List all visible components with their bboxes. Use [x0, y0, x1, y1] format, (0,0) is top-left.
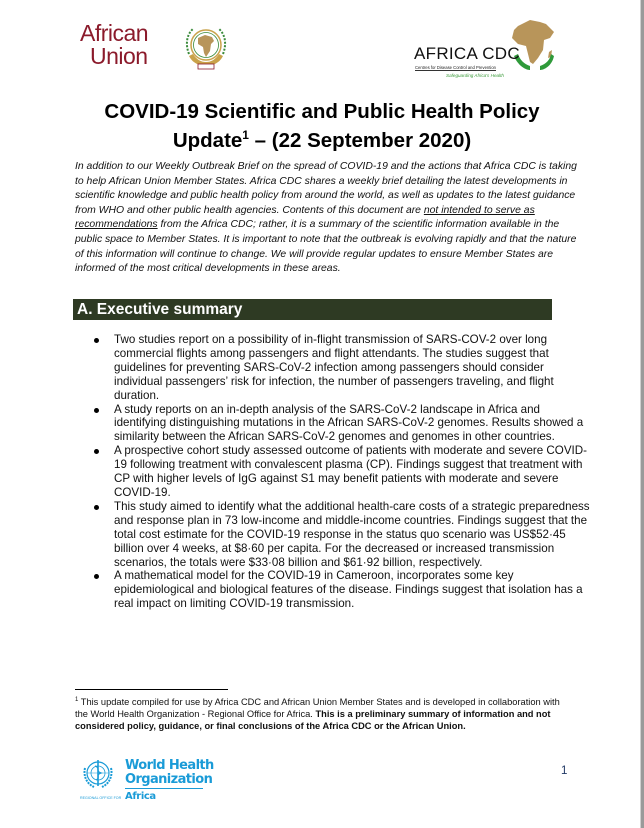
summary-item — [90, 333, 590, 403]
who-name — [125, 759, 214, 786]
summary-item — [90, 569, 590, 611]
african-union-wordmark — [80, 22, 148, 68]
african-union-emblem-icon — [183, 24, 229, 72]
intro-underlined-text: not intended to serve as recommendations — [75, 204, 535, 231]
title-update-word: Update — [172, 129, 243, 152]
title-date: – (22 September 2020) — [248, 129, 472, 152]
summary-item-text: A study reports on an in-depth analysis of the SARS-CoV-2 landscape in Africa and identifying distinguishing mutations in the African SARS-CoV-2 genomes. Results showed a similarity between the African SARS-CoV-2 genomes and genomes in other countries. — [114, 402, 584, 444]
footnote-marker: 1 — [75, 697, 79, 703]
summary-item-text: A prospective cohort study assessed outcome of patients with moderate and severe COVID-19 following treatment with convalescent plasma (CP). Findings suggest that treatment with CP with higher levels of IgG against S1 may benefit patients with moderate and severe COVID-19. — [114, 444, 588, 499]
au-logo-line1: African — [80, 20, 149, 46]
bullet-icon — [94, 338, 99, 343]
footnote-separator — [75, 689, 228, 690]
who-name-line2: Organization — [125, 771, 213, 787]
who-africa-logo — [80, 756, 220, 816]
summary-item — [90, 444, 590, 500]
section-header-executive-summary — [73, 299, 552, 320]
intro-paragraph — [75, 160, 585, 277]
who-region-label: REGIONAL OFFICE FOR — [80, 796, 122, 800]
who-name-line1: World Health — [125, 758, 214, 773]
title-line-1: COVID-19 Scientific and Public Health Policy — [104, 100, 540, 123]
africa-cdc-tagline: Safeguarding Africa's Health — [446, 73, 504, 78]
summary-item-text: A mathematical model for the COVID-19 in Cameroon, incorporates some key epidemiological and biological features of the disease. Findings suggest that isolation has a real impact on limiting COVID-19 transmission. — [114, 569, 583, 611]
who-emblem-icon — [82, 758, 114, 790]
who-rule — [125, 788, 203, 789]
footnote — [75, 696, 575, 732]
au-logo-line2: Union — [90, 43, 148, 69]
bullet-icon — [94, 449, 99, 454]
page-number: 1 — [561, 765, 568, 777]
title-footnote-ref[interactable]: 1 — [242, 128, 249, 142]
bullet-icon — [94, 505, 99, 510]
africa-cdc-title: AFRICA CDC — [414, 44, 520, 63]
summary-item — [90, 500, 590, 570]
executive-summary-list — [90, 333, 590, 611]
summary-item-text: This study aimed to identify what the additional health-care costs of a strategic preparedness and response plan in 73 low-income and middle-income countries. Findings suggest that the total cost estimate for the COVID-19 response in the status quo scenario was US$52·45 billion over 4 weeks, at $8·60 per capita. For the decreased or increased transmission scenarios, the totals were $33·08 billion and $61·92 billion, respectively. — [114, 499, 590, 569]
summary-item-text: Two studies report on a possibility of in-flight transmission of SARS-COV-2 over long commercial flights among passengers and flight attendants. The studies suggest that guidelines for preventing SARS-CoV-2 infection among passengers should consider individual passengers’ risk for infection, the number of passengers traveling, and flight duration. — [114, 333, 554, 402]
bullet-icon — [94, 408, 99, 413]
intro-text-2: from the Africa CDC; rather, it is a summary of the scientific information available in the public space to Member States. It is important to note that the outbreak is evolving rapidly and that the nature of this information will continue to change. We will provide regular updates to ensure Member States are informed of the most critical developments in these areas. — [75, 219, 577, 275]
footnote-text: This update compiled for use by Africa CDC and African Union Member States and is developed in collaboration with the World Health Organization - Regional Office for Africa. — [75, 697, 560, 720]
summary-item — [90, 403, 590, 445]
section-heading: A. Executive summary — [77, 301, 243, 318]
africa-cdc-logo — [413, 18, 553, 80]
document-title — [0, 97, 644, 155]
intro-text-1: In addition to our Weekly Outbreak Brief on the spread of COVID-19 and the actions that Africa CDC is taking to help African Union Member States. Africa CDC shares a weekly brief detailing the latest developments in scientific knowledge and public health policy from around the world, as well as updates to the latest guidance from WHO and other public health agencies. Contents of this document are — [75, 161, 577, 216]
african-union-logo — [80, 22, 230, 78]
footnote-bold-text: This is a preliminary summary of information and not considered policy, guidance, or final conclusions of the Africa CDC or the African Union. — [75, 709, 551, 732]
title-line-2 — [0, 126, 644, 155]
africa-cdc-subtitle: Centres for Disease Control and Prevention — [415, 65, 496, 70]
bullet-icon — [94, 574, 99, 579]
who-region: Africa — [125, 791, 156, 802]
